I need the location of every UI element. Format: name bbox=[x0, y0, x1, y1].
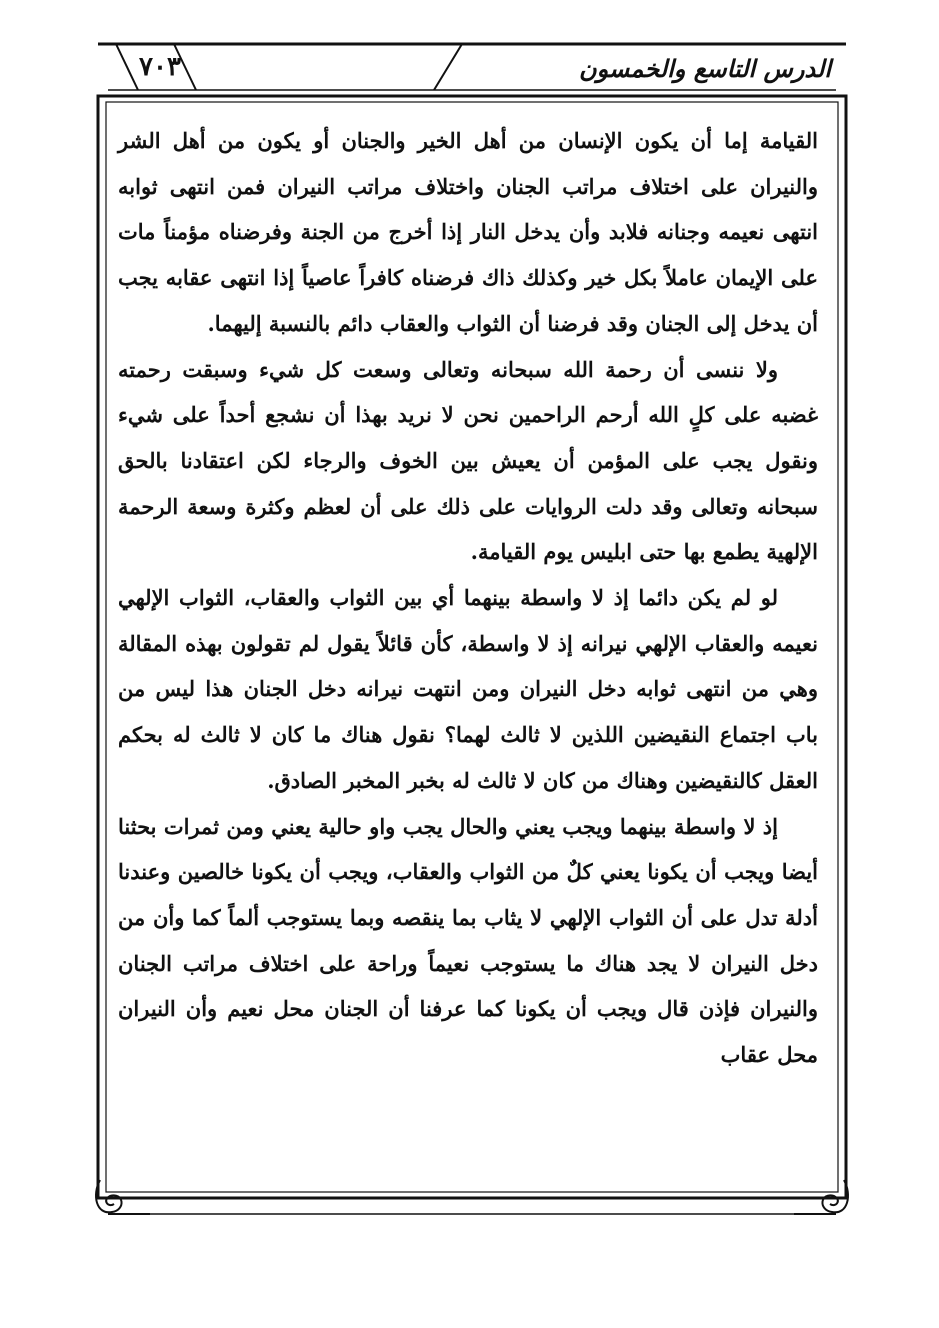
paragraph: ولا ننسى أن رحمة الله سبحانه وتعالى وسعت كل شيء وسبقت رحمته غضبه على كلٍ الله أرحم الراحمين نحن لا نريد بهذا أن نشجع أحداً على شيء ونقول يجب على المؤمن أن يعيش بين الخوف والرجاء لكن اعتقادنا بالحق سبحانه وتعالى وقد دلت الروايات على ذلك على أن لعظم وكثرة وسعة الرحمة الإلهية يطمع بها حتى ابليس يوم القيامة. bbox=[118, 356, 818, 565]
paragraph: لو لم يكن دائما إذ لا واسطة بينهما أي بين الثواب والعقاب، الثواب الإلهي نعيمه والعقاب الإلهي نيرانه إذ لا واسطة، كأن قائلاً يقول لم تقولون بهذه المقالة وهي من انتهى ثوابه دخل النيران ومن انتهت نيرانه دخل الجنان هذا ليس من باب اجتماع النقيضين اللذين لا ثالث لهما؟ نقول هناك ما كان لا ثالث له بحكم العقل كالنقيضين وهناك من كان لا ثالث له بخبر المخبر الصادق. bbox=[118, 585, 818, 793]
paragraph: إذ لا واسطة بينهما ويجب يعني والحال يجب واو حالية يعني ومن ثمرات بحثنا أيضا ويجب أن يكونا يعني كلٌ من الثواب والعقاب، ويجب أن يكونا خالصين وعندنا أدلة تدل على أن الثواب الإلهي لا يثاب بما ينقصه وبما يستوجب ألماً كما وأن من دخل النيران لا يجد هناك ما يستوجب نعيماً وراحة على اختلاف مراتب الجنان والنيران فإذن قال ويجب أن يكونا كما عرفنا أن الجنان محل نعيم وأن النيران محل عقاب bbox=[118, 813, 818, 1068]
running-title: الدرس التاسع والخمسون bbox=[579, 54, 831, 83]
page-number: ٧٠٣ bbox=[139, 52, 181, 82]
paragraph: القيامة إما أن يكون الإنسان من أهل الخير والجنان أو يكون من أهل الشر والنيران على اختلاف مراتب الجنان واختلاف مراتب النيران فمن انتهى ثوابه انتهى نعيمه وجنانه فلابد وأن يدخل النار إذا أخرج من الجنة وفرضناه مؤمناً مات على الإيمان عاملاً بكل خير وكذلك ذاك فرضناه كافراً عاصياً إذا انتهى عقابه يجب أن يدخل إلى الجنان وقد فرضنا أن الثواب والعقاب دائم بالنسبة إليهما. bbox=[118, 128, 818, 336]
body-text bbox=[118, 118, 818, 1078]
